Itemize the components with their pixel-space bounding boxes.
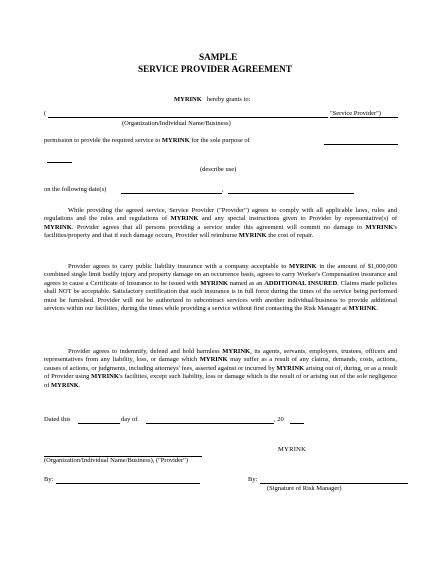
risk-manager-caption: (Signature of Risk Manager) (267, 485, 342, 492)
date-line-2[interactable] (228, 193, 354, 194)
p3-text-e: 's facilities, except such liability, loss or damage which is the result of or arising out of the sole negligence of (44, 373, 397, 389)
party-name: MYRINK (91, 373, 119, 381)
paragraph-insurance (44, 263, 397, 314)
party-name: MYRINK (170, 215, 199, 223)
p3-text-b: , its agents, servants, employees, trustees, officers and representatives from any liability, loss, or damage which (44, 348, 397, 364)
title-agreement: SERVICE PROVIDER AGREEMENT (138, 64, 292, 74)
org-caption: (Organization/Individual Name/Business) (122, 120, 231, 127)
party-name: MYRINK (238, 232, 267, 240)
grants-to-text: hereby grants to: (206, 96, 251, 103)
date-separator: , (222, 186, 224, 193)
permission-text: permission to provide the required service to (44, 137, 161, 144)
year-line[interactable] (290, 423, 304, 424)
party-name: MYRINK (200, 279, 228, 287)
paragraph-indemnify (44, 348, 397, 390)
p2-text-c: named as an (229, 279, 263, 287)
p1-text-a: While providing the agreed service, Service Provider ("Provider") agrees to comply with all applicable laws, rules and regulations and the rules and regulations of (44, 207, 397, 223)
myrink-signature-name: MYRINK (278, 446, 307, 453)
day-line[interactable] (78, 423, 120, 424)
p2-text-b: in the amount of $1,000,000 combined single limit bodily injury and property damage on an occurrence basis, agrees to carry Worker's Compensation insurance and agrees to cause a Certificate of Insurance to be issued with (44, 263, 398, 287)
sole-purpose-text: for the sole purpose of (191, 137, 250, 144)
open-paren: ( (44, 110, 47, 117)
party-name: MYRINK (222, 348, 251, 355)
month-line[interactable] (146, 423, 274, 424)
provider-name-line[interactable] (48, 117, 328, 118)
dated-this-text: Dated this (44, 416, 71, 423)
p2-text-d: . Claims made policies shall NOT be acceptable. Satisfactory certification that such insurance is in full force during the times of the service being performed must be furnished. Provider will not be authorized to subcontract services with another individual/business to provide additional services within our facilities, during the times while providing a service without first contacting the Risk Manager at (44, 279, 397, 313)
party-name: MYRINK (348, 305, 377, 313)
party-name: MYRINK (51, 381, 79, 389)
provider-caption: (Organization/Individual Name/Business), ("Provider") (44, 457, 189, 464)
paragraph-compliance (44, 207, 397, 241)
describe-use-caption: (describe use) (200, 166, 237, 173)
purpose-line-2[interactable] (47, 162, 72, 163)
p3-text-d: arising out of, during, or as a result of Provider using (44, 364, 398, 381)
party-name: MYRINK (288, 263, 317, 270)
service-provider-quote: "Service Provider") (330, 110, 381, 117)
date-line-1[interactable] (121, 193, 222, 194)
party-name: MYRINK (365, 223, 394, 231)
p1-text-c: . Provider agrees that all persons providing a service under this agreement will commit no damage to (71, 223, 363, 231)
title-sample: SAMPLE (199, 52, 238, 62)
p1-text-e: the cost of repair. (268, 232, 314, 240)
purpose-line-1[interactable] (324, 144, 398, 145)
p1-text-b: and any special instructions given to Provider by representative(s) of (201, 215, 397, 223)
provider-quote-underline (330, 117, 398, 118)
by-label-risk: By: (248, 476, 258, 483)
provider-by-line[interactable] (56, 483, 200, 484)
additional-insured: ADDITIONAL INSURED (264, 279, 338, 287)
risk-manager-signature-line[interactable] (260, 483, 408, 484)
party-name: MYRINK (174, 96, 202, 103)
party-name: MYRINK (276, 364, 305, 372)
p1-text-d: 's facilities/property and that if such damage occurs, Provider will reimburse (44, 223, 398, 240)
by-label-provider: By: (44, 476, 54, 483)
p3-text-c: may suffer as a result of any claims, demands, costs, actions, causes of actions, or judgments, including attorneys' fees, asserted against or incurred by (44, 356, 397, 372)
following-dates-text: on the following date(s) (44, 186, 107, 193)
p2-text-e: . (376, 305, 378, 313)
day-of-text: day of (121, 416, 138, 423)
party-name: MYRINK (161, 137, 190, 144)
year-prefix: , 20 (274, 416, 284, 423)
p2-text-a: Provider agrees to carry public liability insurance with a company acceptable to (68, 263, 287, 270)
permission-line (44, 137, 250, 145)
p3-text-a: Provider agrees to indemnify, defend and hold harmless (68, 348, 220, 355)
party-name: MYRINK (199, 356, 228, 364)
p3-text-f: . (78, 381, 81, 389)
grants-line (174, 96, 250, 104)
party-name: MYRINK (44, 223, 72, 231)
